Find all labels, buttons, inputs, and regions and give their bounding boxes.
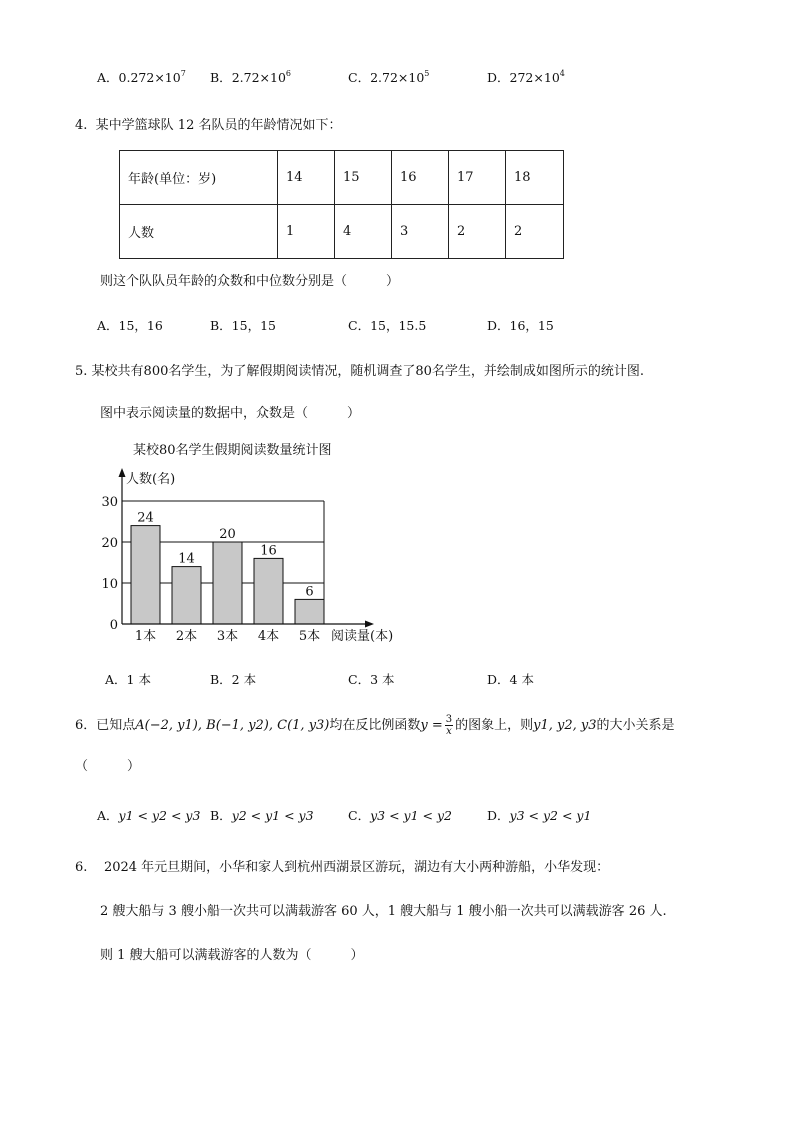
bar-3本 [213, 542, 242, 624]
table-cell: 2 [449, 205, 506, 259]
y-tick-label: 20 [101, 536, 118, 551]
table-header-cell: 人数 [120, 205, 278, 259]
bar-5本 [295, 599, 324, 624]
x-tick-label: 5本 [298, 629, 321, 644]
x-tick-label: 1本 [134, 629, 157, 644]
bar-value-label: 20 [219, 527, 236, 542]
q6b-line1: 6. 2024 年元旦期间，小华和家人到杭州西湖景区游玩，湖边有大小两种游船，小华发现： [75, 860, 610, 875]
bar-value-label: 16 [260, 543, 277, 559]
y-axis-label: 人数(名) [126, 472, 176, 487]
table-cell: 17 [449, 151, 506, 205]
bar-2本 [172, 567, 201, 624]
q4-option-c[interactable]: C．15，15.5 [348, 318, 427, 333]
age-table [119, 150, 564, 259]
table-cell: 14 [278, 151, 335, 205]
y-tick-label: 0 [109, 618, 118, 633]
table-cell: 1 [278, 205, 335, 259]
x-tick-label: 4本 [257, 629, 280, 644]
bar-value-label: 6 [305, 584, 314, 600]
q4-option-a[interactable]: A．15，16 [97, 318, 163, 333]
q3-option-d[interactable]: D．$272\times 10^4$ [487, 69, 565, 85]
y-tick-label: 10 [101, 577, 118, 592]
q5-option-b[interactable]: B．2 本 [210, 672, 257, 687]
x-axis-arrow [365, 621, 374, 628]
q6a-points: A(−2, y1), B(−1, y2), C(1, y3) [135, 718, 330, 733]
table-cell: 3 [392, 205, 449, 259]
q6a-paren: （ ） [75, 759, 141, 774]
q5-option-a[interactable]: A．1 本 [105, 672, 151, 687]
q3-option-c[interactable]: C．$2.72\times 10^5$ [348, 69, 430, 85]
q5-option-d[interactable]: D．4 本 [487, 672, 534, 687]
q5-option-c[interactable]: C．3 本 [348, 672, 395, 687]
table-cell: 2 [506, 205, 564, 259]
bar-value-label: 14 [178, 551, 195, 567]
bar-4本 [254, 558, 283, 624]
fraction: $\frac{3}{x}$ [445, 714, 453, 737]
y-axis-arrow [119, 468, 126, 477]
chart-title: 某校80名学生假期阅读数量统计图 [133, 443, 332, 458]
q4-option-b[interactable]: B．15，15 [210, 318, 276, 333]
reading-bar-chart [90, 436, 420, 651]
q6b-line2: 2 艘大船与 3 艘小船一次共可以满载游客 60 人，1 艘大船与 1 艘小船一次共可以满载游客 26 人. [100, 904, 667, 919]
table-cell: 15 [335, 151, 392, 205]
q4-question: 则这个队队员年龄的众数和中位数分别是（ ） [100, 274, 400, 289]
table-row [120, 205, 564, 259]
q6a-stem: 6．已知点A(−2, y1), B(−1, y2), C(1, y3)均在反比例函数y = $\frac{3}{x}$ 的图象上，则y1, y2, y3的大小关系是 [75, 714, 675, 737]
q4-option-d[interactable]: D．16，15 [487, 318, 554, 333]
q6a-option-a[interactable]: A．y1 < y2 < y3 [97, 808, 201, 823]
table-row [120, 151, 564, 205]
q3-option-a[interactable]: A．$0.272\times 10^7$ [97, 69, 186, 85]
table-cell: 18 [506, 151, 564, 205]
q6b-line3: 则 1 艘大船可以满载游客的人数为（ ） [100, 948, 364, 963]
q6a-option-c[interactable]: C．y3 < y1 < y2 [348, 808, 452, 823]
x-tick-label: 3本 [216, 629, 239, 644]
q5-stem: 5. 某校共有800名学生，为了解假期阅读情况，随机调查了80名学生，并绘制成如图所示的统计图. [75, 364, 645, 379]
table-cell: 16 [392, 151, 449, 205]
q5-question: 图中表示阅读量的数据中，众数是（ ） [100, 406, 361, 421]
q4-stem: 4. 某中学篮球队 12 名队员的年龄情况如下： [75, 118, 342, 133]
y-tick-label: 30 [101, 495, 118, 510]
x-tick-label: 2本 [175, 629, 198, 644]
table-cell: 4 [335, 205, 392, 259]
q3-option-b[interactable]: B．$2.72\times 10^6$ [210, 69, 291, 85]
table-header-cell: 年龄(单位：岁) [120, 151, 278, 205]
q6a-option-d[interactable]: D．y3 < y2 < y1 [487, 808, 592, 823]
x-axis-label: 阅读量(本) [331, 629, 394, 644]
bar-1本 [131, 526, 160, 624]
q6a-option-b[interactable]: B．y2 < y1 < y3 [210, 808, 314, 823]
bar-value-label: 24 [137, 510, 154, 526]
